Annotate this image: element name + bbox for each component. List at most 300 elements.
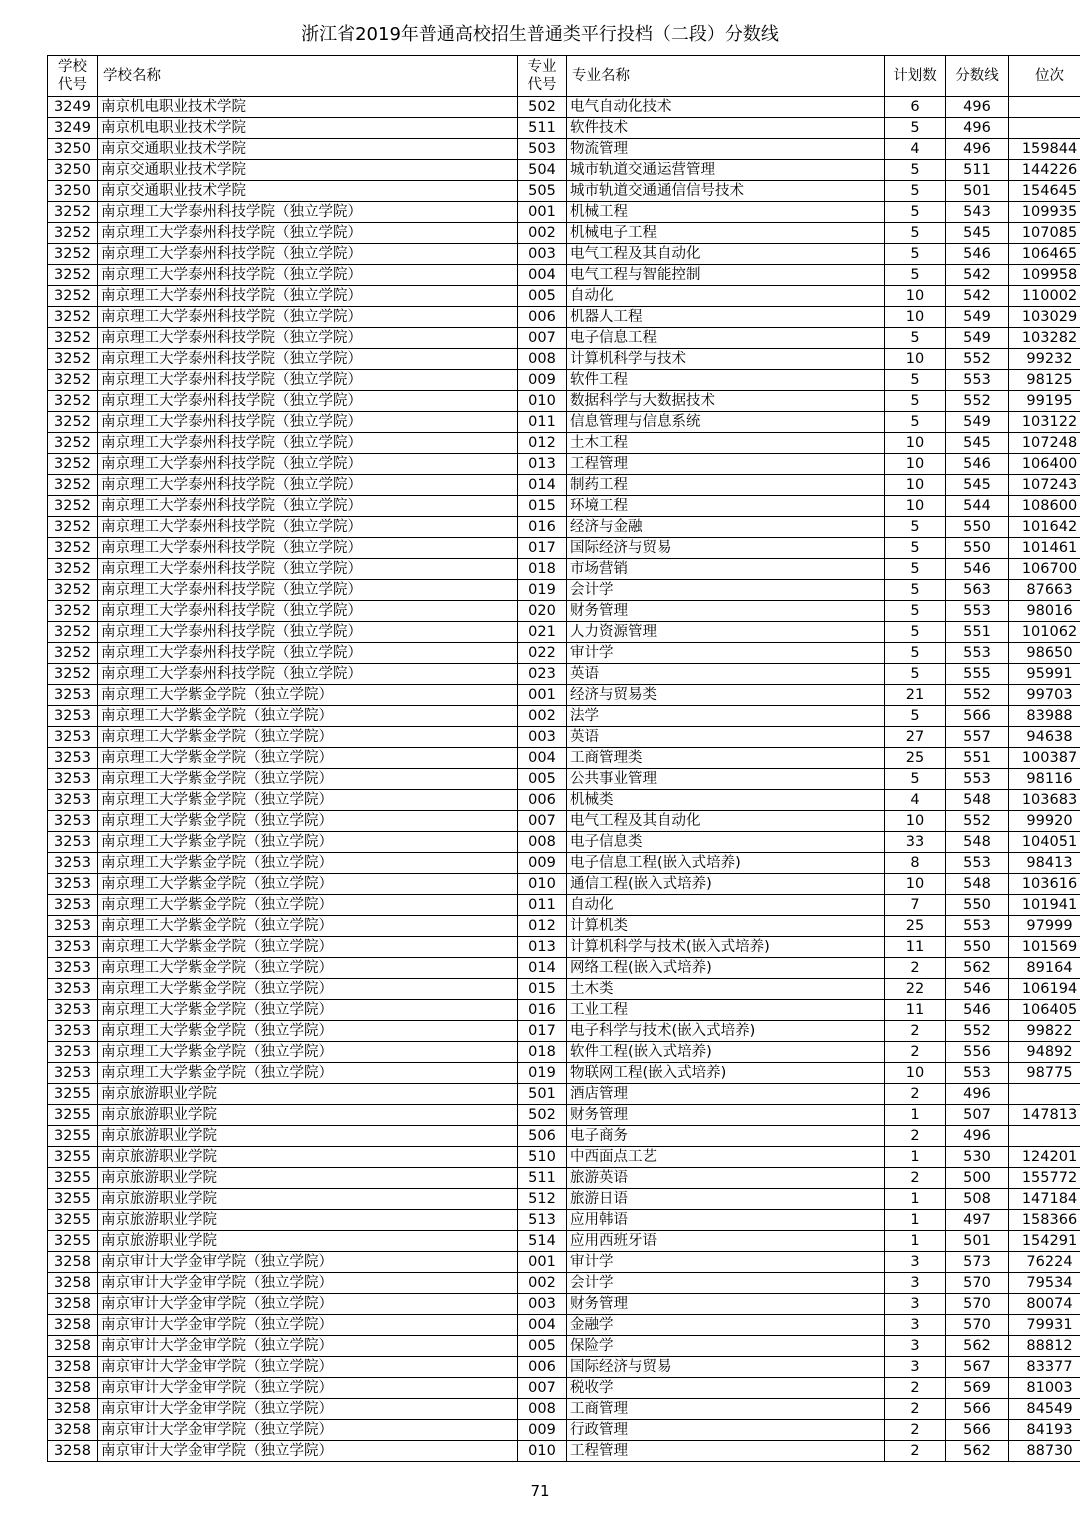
table-row — [48, 1273, 1080, 1294]
major-code-cell: 510 — [518, 1147, 567, 1168]
major-code-cell: 011 — [518, 412, 567, 433]
school-code-cell: 3252 — [48, 517, 98, 538]
rank-cell: 99920 — [1009, 811, 1080, 832]
school-name-cell: 南京旅游职业学院 — [98, 1168, 518, 1189]
score-cell: 553 — [946, 916, 1009, 937]
major-name-cell: 网络工程(嵌入式培养) — [567, 958, 885, 979]
school-name-cell: 南京审计大学金审学院（独立学院） — [98, 1273, 518, 1294]
school-name-cell: 南京理工大学泰州科技学院（独立学院） — [98, 391, 518, 412]
score-cell: 543 — [946, 202, 1009, 223]
plan-cell: 7 — [885, 895, 946, 916]
major-code-cell: 018 — [518, 559, 567, 580]
school-name-cell: 南京交通职业技术学院 — [98, 181, 518, 202]
table-row — [48, 853, 1080, 874]
major-name-cell: 电气工程及其自动化 — [567, 811, 885, 832]
rank-cell: 83988 — [1009, 706, 1080, 727]
rank-cell: 95991 — [1009, 664, 1080, 685]
major-code-cell: 013 — [518, 937, 567, 958]
school-name-cell: 南京审计大学金审学院（独立学院） — [98, 1378, 518, 1399]
school-name-cell: 南京审计大学金审学院（独立学院） — [98, 1294, 518, 1315]
table-row — [48, 643, 1080, 664]
score-cell: 551 — [946, 622, 1009, 643]
plan-cell: 5 — [885, 559, 946, 580]
major-name-cell: 电气工程与智能控制 — [567, 265, 885, 286]
rank-cell — [1009, 118, 1080, 139]
score-cell: 542 — [946, 286, 1009, 307]
rank-cell: 109958 — [1009, 265, 1080, 286]
major-code-cell: 020 — [518, 601, 567, 622]
major-code-cell: 511 — [518, 1168, 567, 1189]
school-code-cell: 3253 — [48, 1021, 98, 1042]
score-cell: 570 — [946, 1273, 1009, 1294]
major-code-cell: 016 — [518, 517, 567, 538]
school-code-cell: 3253 — [48, 685, 98, 706]
school-name-cell: 南京旅游职业学院 — [98, 1189, 518, 1210]
major-code-cell: 018 — [518, 1042, 567, 1063]
plan-cell: 33 — [885, 832, 946, 853]
plan-cell: 25 — [885, 748, 946, 769]
school-code-cell: 3252 — [48, 454, 98, 475]
major-code-cell: 003 — [518, 244, 567, 265]
score-cell: 552 — [946, 685, 1009, 706]
major-name-cell: 环境工程 — [567, 496, 885, 517]
school-name-cell: 南京审计大学金审学院（独立学院） — [98, 1420, 518, 1441]
table-row — [48, 1021, 1080, 1042]
table-row — [48, 874, 1080, 895]
rank-cell: 98116 — [1009, 769, 1080, 790]
school-name-cell: 南京理工大学泰州科技学院（独立学院） — [98, 538, 518, 559]
rank-cell: 98016 — [1009, 601, 1080, 622]
major-name-cell: 信息管理与信息系统 — [567, 412, 885, 433]
table-row — [48, 1336, 1080, 1357]
rank-cell: 101062 — [1009, 622, 1080, 643]
school-code-cell: 3258 — [48, 1252, 98, 1273]
school-code-cell: 3258 — [48, 1273, 98, 1294]
score-cell: 546 — [946, 454, 1009, 475]
school-code-cell: 3258 — [48, 1336, 98, 1357]
score-cell: 496 — [946, 1126, 1009, 1147]
major-code-cell: 501 — [518, 1084, 567, 1105]
major-code-cell: 004 — [518, 265, 567, 286]
school-code-cell: 3258 — [48, 1294, 98, 1315]
plan-cell: 5 — [885, 622, 946, 643]
major-name-cell: 电子商务 — [567, 1126, 885, 1147]
score-cell: 553 — [946, 769, 1009, 790]
table-row — [48, 244, 1080, 265]
school-name-cell: 南京理工大学泰州科技学院（独立学院） — [98, 349, 518, 370]
school-code-cell: 3252 — [48, 265, 98, 286]
major-code-cell: 513 — [518, 1210, 567, 1231]
table-row — [48, 202, 1080, 223]
header-score: 分数线 — [946, 56, 1009, 97]
school-name-cell: 南京交通职业技术学院 — [98, 160, 518, 181]
plan-cell: 5 — [885, 706, 946, 727]
header-plan: 计划数 — [885, 56, 946, 97]
major-name-cell: 英语 — [567, 664, 885, 685]
school-name-cell: 南京理工大学泰州科技学院（独立学院） — [98, 622, 518, 643]
school-code-cell: 3258 — [48, 1357, 98, 1378]
table-row — [48, 1420, 1080, 1441]
major-code-cell: 001 — [518, 202, 567, 223]
rank-cell: 99195 — [1009, 391, 1080, 412]
table-body — [48, 97, 1080, 1462]
table-row — [48, 1399, 1080, 1420]
score-cell: 545 — [946, 475, 1009, 496]
school-code-cell: 3253 — [48, 1042, 98, 1063]
major-code-cell: 010 — [518, 874, 567, 895]
school-name-cell: 南京理工大学泰州科技学院（独立学院） — [98, 202, 518, 223]
plan-cell: 5 — [885, 370, 946, 391]
score-cell: 507 — [946, 1105, 1009, 1126]
major-name-cell: 计算机科学与技术 — [567, 349, 885, 370]
score-cell: 549 — [946, 307, 1009, 328]
plan-cell: 10 — [885, 475, 946, 496]
score-cell: 553 — [946, 601, 1009, 622]
rank-cell: 79534 — [1009, 1273, 1080, 1294]
table-row — [48, 1252, 1080, 1273]
school-code-cell: 3253 — [48, 706, 98, 727]
major-name-cell: 财务管理 — [567, 601, 885, 622]
school-code-cell: 3255 — [48, 1189, 98, 1210]
school-code-cell: 3250 — [48, 139, 98, 160]
plan-cell: 3 — [885, 1252, 946, 1273]
major-code-cell: 008 — [518, 832, 567, 853]
plan-cell: 2 — [885, 1168, 946, 1189]
plan-cell: 5 — [885, 118, 946, 139]
school-code-cell: 3252 — [48, 496, 98, 517]
major-code-cell: 006 — [518, 790, 567, 811]
major-name-cell: 电子科学与技术(嵌入式培养) — [567, 1021, 885, 1042]
score-cell: 546 — [946, 979, 1009, 1000]
rank-cell: 81003 — [1009, 1378, 1080, 1399]
rank-cell: 101569 — [1009, 937, 1080, 958]
school-name-cell: 南京审计大学金审学院（独立学院） — [98, 1336, 518, 1357]
school-name-cell: 南京理工大学紫金学院（独立学院） — [98, 769, 518, 790]
major-code-cell: 015 — [518, 496, 567, 517]
table-row — [48, 1441, 1080, 1462]
major-code-cell: 002 — [518, 223, 567, 244]
major-name-cell: 电气工程及其自动化 — [567, 244, 885, 265]
school-code-cell: 3253 — [48, 811, 98, 832]
major-name-cell: 会计学 — [567, 1273, 885, 1294]
table-row — [48, 118, 1080, 139]
school-name-cell: 南京旅游职业学院 — [98, 1147, 518, 1168]
score-cell: 557 — [946, 727, 1009, 748]
plan-cell: 3 — [885, 1294, 946, 1315]
major-name-cell: 电子信息工程 — [567, 328, 885, 349]
table-row — [48, 496, 1080, 517]
major-code-cell: 506 — [518, 1126, 567, 1147]
school-name-cell: 南京理工大学泰州科技学院（独立学院） — [98, 244, 518, 265]
school-name-cell: 南京旅游职业学院 — [98, 1231, 518, 1252]
rank-cell: 88812 — [1009, 1336, 1080, 1357]
plan-cell: 10 — [885, 454, 946, 475]
table-row — [48, 790, 1080, 811]
score-cell: 548 — [946, 790, 1009, 811]
school-name-cell: 南京理工大学紫金学院（独立学院） — [98, 706, 518, 727]
score-cell: 546 — [946, 244, 1009, 265]
table-row — [48, 895, 1080, 916]
major-code-cell: 505 — [518, 181, 567, 202]
school-code-cell: 3252 — [48, 286, 98, 307]
score-cell: 563 — [946, 580, 1009, 601]
major-code-cell: 512 — [518, 1189, 567, 1210]
score-cell: 496 — [946, 118, 1009, 139]
school-code-cell: 3255 — [48, 1168, 98, 1189]
score-cell: 570 — [946, 1315, 1009, 1336]
table-row — [48, 160, 1080, 181]
major-name-cell: 国际经济与贸易 — [567, 1357, 885, 1378]
plan-cell: 1 — [885, 1210, 946, 1231]
school-code-cell: 3252 — [48, 580, 98, 601]
table-row — [48, 265, 1080, 286]
school-code-cell: 3255 — [48, 1210, 98, 1231]
school-code-cell: 3252 — [48, 412, 98, 433]
score-cell: 552 — [946, 811, 1009, 832]
school-code-cell: 3253 — [48, 895, 98, 916]
table-row — [48, 1063, 1080, 1084]
plan-cell: 10 — [885, 349, 946, 370]
school-name-cell: 南京理工大学泰州科技学院（独立学院） — [98, 559, 518, 580]
plan-cell: 2 — [885, 958, 946, 979]
plan-cell: 5 — [885, 223, 946, 244]
plan-cell: 5 — [885, 202, 946, 223]
major-code-cell: 012 — [518, 916, 567, 937]
plan-cell: 11 — [885, 1000, 946, 1021]
rank-cell: 99822 — [1009, 1021, 1080, 1042]
rank-cell: 108600 — [1009, 496, 1080, 517]
school-code-cell: 3252 — [48, 664, 98, 685]
school-name-cell: 南京理工大学紫金学院（独立学院） — [98, 874, 518, 895]
school-code-cell: 3252 — [48, 328, 98, 349]
major-code-cell: 502 — [518, 1105, 567, 1126]
school-code-cell: 3252 — [48, 433, 98, 454]
table-row — [48, 1084, 1080, 1105]
school-name-cell: 南京理工大学紫金学院（独立学院） — [98, 1042, 518, 1063]
major-code-cell: 010 — [518, 391, 567, 412]
rank-cell: 106194 — [1009, 979, 1080, 1000]
school-code-cell: 3253 — [48, 958, 98, 979]
school-name-cell: 南京理工大学紫金学院（独立学院） — [98, 979, 518, 1000]
major-name-cell: 软件工程 — [567, 370, 885, 391]
major-name-cell: 计算机科学与技术(嵌入式培养) — [567, 937, 885, 958]
major-name-cell: 应用西班牙语 — [567, 1231, 885, 1252]
major-code-cell: 003 — [518, 727, 567, 748]
school-name-cell: 南京审计大学金审学院（独立学院） — [98, 1252, 518, 1273]
school-name-cell: 南京理工大学紫金学院（独立学院） — [98, 916, 518, 937]
major-name-cell: 软件技术 — [567, 118, 885, 139]
rank-cell: 110002 — [1009, 286, 1080, 307]
score-cell: 553 — [946, 643, 1009, 664]
school-name-cell: 南京理工大学紫金学院（独立学院） — [98, 937, 518, 958]
school-name-cell: 南京理工大学泰州科技学院（独立学院） — [98, 664, 518, 685]
table-row — [48, 1042, 1080, 1063]
plan-cell: 11 — [885, 937, 946, 958]
school-name-cell: 南京理工大学泰州科技学院（独立学院） — [98, 370, 518, 391]
school-code-cell: 3255 — [48, 1231, 98, 1252]
school-code-cell: 3253 — [48, 1063, 98, 1084]
score-cell: 544 — [946, 496, 1009, 517]
major-code-cell: 004 — [518, 748, 567, 769]
table-row — [48, 1210, 1080, 1231]
plan-cell: 5 — [885, 160, 946, 181]
school-name-cell: 南京旅游职业学院 — [98, 1210, 518, 1231]
school-name-cell: 南京理工大学泰州科技学院（独立学院） — [98, 475, 518, 496]
major-name-cell: 英语 — [567, 727, 885, 748]
school-name-cell: 南京旅游职业学院 — [98, 1126, 518, 1147]
score-cell: 562 — [946, 1336, 1009, 1357]
table-row — [48, 1231, 1080, 1252]
table-row — [48, 1147, 1080, 1168]
school-code-cell: 3255 — [48, 1084, 98, 1105]
plan-cell: 5 — [885, 412, 946, 433]
major-name-cell: 法学 — [567, 706, 885, 727]
rank-cell: 89164 — [1009, 958, 1080, 979]
header-row — [48, 56, 1080, 97]
rank-cell: 87663 — [1009, 580, 1080, 601]
major-name-cell: 工程管理 — [567, 1441, 885, 1462]
page-number: 71 — [530, 1482, 550, 1500]
major-name-cell: 电子信息类 — [567, 832, 885, 853]
score-cell: 550 — [946, 895, 1009, 916]
school-name-cell: 南京交通职业技术学院 — [98, 139, 518, 160]
score-cell: 553 — [946, 1063, 1009, 1084]
score-cell: 573 — [946, 1252, 1009, 1273]
major-name-cell: 人力资源管理 — [567, 622, 885, 643]
table-row — [48, 727, 1080, 748]
score-cell: 570 — [946, 1294, 1009, 1315]
major-name-cell: 保险学 — [567, 1336, 885, 1357]
school-code-cell: 3253 — [48, 832, 98, 853]
school-name-cell: 南京理工大学泰州科技学院（独立学院） — [98, 412, 518, 433]
plan-cell: 10 — [885, 811, 946, 832]
plan-cell: 21 — [885, 685, 946, 706]
plan-cell: 5 — [885, 643, 946, 664]
major-name-cell: 机械工程 — [567, 202, 885, 223]
table-row — [48, 958, 1080, 979]
major-name-cell: 旅游英语 — [567, 1168, 885, 1189]
table-row — [48, 685, 1080, 706]
table-row — [48, 1378, 1080, 1399]
score-cell: 546 — [946, 559, 1009, 580]
major-code-cell: 001 — [518, 685, 567, 706]
rank-cell: 97999 — [1009, 916, 1080, 937]
school-name-cell: 南京理工大学紫金学院（独立学院） — [98, 1000, 518, 1021]
score-cell: 550 — [946, 517, 1009, 538]
school-name-cell: 南京审计大学金审学院（独立学院） — [98, 1357, 518, 1378]
score-cell: 501 — [946, 181, 1009, 202]
major-code-cell: 002 — [518, 1273, 567, 1294]
rank-cell: 144226 — [1009, 160, 1080, 181]
major-name-cell: 机器人工程 — [567, 307, 885, 328]
plan-cell: 5 — [885, 769, 946, 790]
plan-cell: 1 — [885, 1189, 946, 1210]
major-code-cell: 503 — [518, 139, 567, 160]
score-cell: 548 — [946, 874, 1009, 895]
major-code-cell: 016 — [518, 1000, 567, 1021]
rank-cell: 99232 — [1009, 349, 1080, 370]
major-code-cell: 514 — [518, 1231, 567, 1252]
table-row — [48, 223, 1080, 244]
score-cell: 562 — [946, 958, 1009, 979]
plan-cell: 2 — [885, 1084, 946, 1105]
school-name-cell: 南京理工大学紫金学院（独立学院） — [98, 853, 518, 874]
table-row — [48, 664, 1080, 685]
table-row — [48, 1168, 1080, 1189]
major-code-cell: 008 — [518, 1399, 567, 1420]
major-name-cell: 城市轨道交通运营管理 — [567, 160, 885, 181]
school-code-cell: 3252 — [48, 370, 98, 391]
plan-cell: 5 — [885, 538, 946, 559]
plan-cell: 2 — [885, 1420, 946, 1441]
school-name-cell: 南京审计大学金审学院（独立学院） — [98, 1315, 518, 1336]
score-cell: 542 — [946, 265, 1009, 286]
header-major-name: 专业名称 — [567, 56, 885, 97]
score-cell: 549 — [946, 328, 1009, 349]
rank-cell: 158366 — [1009, 1210, 1080, 1231]
school-code-cell: 3252 — [48, 223, 98, 244]
school-name-cell: 南京理工大学泰州科技学院（独立学院） — [98, 601, 518, 622]
header-school-name: 学校名称 — [98, 56, 518, 97]
major-code-cell: 022 — [518, 643, 567, 664]
major-code-cell: 002 — [518, 706, 567, 727]
plan-cell: 3 — [885, 1357, 946, 1378]
table-row — [48, 937, 1080, 958]
major-name-cell: 市场营销 — [567, 559, 885, 580]
table-row — [48, 1357, 1080, 1378]
plan-cell: 5 — [885, 517, 946, 538]
rank-cell: 83377 — [1009, 1357, 1080, 1378]
school-code-cell: 3252 — [48, 244, 98, 265]
school-code-cell: 3252 — [48, 559, 98, 580]
rank-cell: 103683 — [1009, 790, 1080, 811]
table-row — [48, 454, 1080, 475]
rank-cell: 99703 — [1009, 685, 1080, 706]
table-row — [48, 433, 1080, 454]
rank-cell: 88730 — [1009, 1441, 1080, 1462]
plan-cell: 5 — [885, 601, 946, 622]
score-cell: 566 — [946, 706, 1009, 727]
score-table — [47, 55, 1080, 1462]
major-code-cell: 007 — [518, 1378, 567, 1399]
school-name-cell: 南京理工大学泰州科技学院（独立学院） — [98, 328, 518, 349]
major-code-cell: 019 — [518, 580, 567, 601]
school-name-cell: 南京旅游职业学院 — [98, 1084, 518, 1105]
rank-cell: 154291 — [1009, 1231, 1080, 1252]
rank-cell: 101642 — [1009, 517, 1080, 538]
school-name-cell: 南京理工大学泰州科技学院（独立学院） — [98, 307, 518, 328]
table-row — [48, 328, 1080, 349]
major-code-cell: 005 — [518, 286, 567, 307]
plan-cell: 1 — [885, 1147, 946, 1168]
table-row — [48, 349, 1080, 370]
school-code-cell: 3250 — [48, 181, 98, 202]
plan-cell: 5 — [885, 265, 946, 286]
school-name-cell: 南京理工大学泰州科技学院（独立学院） — [98, 223, 518, 244]
plan-cell: 3 — [885, 1336, 946, 1357]
major-name-cell: 行政管理 — [567, 1420, 885, 1441]
school-name-cell: 南京理工大学紫金学院（独立学院） — [98, 895, 518, 916]
plan-cell: 5 — [885, 328, 946, 349]
major-code-cell: 017 — [518, 538, 567, 559]
table-row — [48, 1000, 1080, 1021]
major-code-cell: 015 — [518, 979, 567, 1000]
school-code-cell: 3258 — [48, 1399, 98, 1420]
plan-cell: 2 — [885, 1441, 946, 1462]
table-row — [48, 307, 1080, 328]
rank-cell — [1009, 1084, 1080, 1105]
header-major-code: 专业 代号 — [518, 56, 567, 97]
